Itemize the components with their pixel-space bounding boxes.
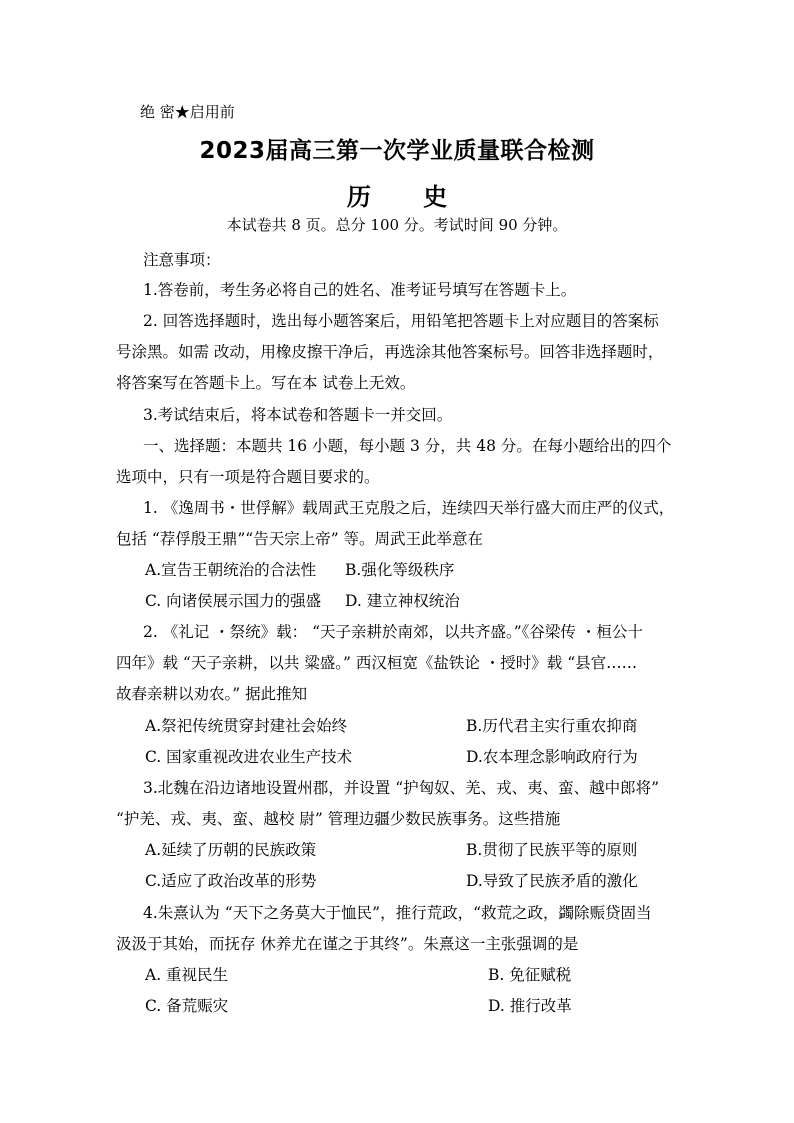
question-2-line-1: 2. 《礼记 ・祭统》载： “天子亲耕於南郊，以共齐盛。”《谷梁传 ・桓公十: [143, 623, 643, 641]
exam-meta: 本试卷共 8 页。总分 100 分。考试时间 90 分钟。: [226, 216, 568, 234]
question-3-option-a: A.延续了历朝的民族政策: [145, 841, 317, 859]
subject-title: 历 史: [346, 183, 470, 211]
question-3-line-1: 3.北魏在沿边诸地设置州郡，并设置 “护匈奴、羌、戎、夷、蛮、越中郎将”: [143, 779, 660, 797]
exam-title: 2023届高三第一次学业质量联合检测: [199, 138, 595, 164]
question-2-option-a: A.祭祀传统贯穿封建社会始终: [145, 717, 348, 735]
section-instructions-line-2: 选项中，只有一项是符合题目要求的。: [116, 468, 380, 486]
notice-item-1: 1.答卷前，考生务必将自己的姓名、准考证号填写在答题卡上。: [143, 281, 577, 299]
question-2-option-c: C. 国家重视改进农业生产技术: [145, 748, 353, 766]
question-3-line-2: “护羌、戎、夷、蛮、越校 尉” 管理边疆少数民族事务。这些措施: [116, 810, 561, 828]
question-2-line-2: 四年》载 “天子亲耕，以共 粱盛。” 西汉桓宽《盐铁论 ・授时》载 “县官……: [116, 654, 638, 672]
question-4-line-2: 汲汲于其始，而抚存 休养尤在谨之于其终”。朱熹这一主张强调的是: [116, 935, 579, 953]
question-1-option-d: D. 建立神权统治: [345, 592, 460, 610]
notice-item-3: 3.考试结束后，将本试卷和答题卡一并交回。: [143, 406, 453, 424]
question-4-option-d: D. 推行改革: [488, 997, 572, 1015]
question-4-line-1: 4.朱熹认为 “天下之务莫大于恤民”，推行荒政，“救荒之政，蠲除赈贷固当: [143, 904, 652, 922]
confidential-label: 绝 密★启用前: [140, 103, 235, 121]
notice-heading: 注意事项：: [143, 251, 221, 269]
question-4-option-c: C. 备荒赈灾: [145, 997, 229, 1015]
question-1-option-b: B.强化等级秩序: [345, 561, 455, 579]
notice-item-2-line-2: 号涂黑。如需 改动，用橡皮擦干净后，再选涂其他答案标号。回答非选择题时，: [116, 343, 664, 361]
notice-item-2-line-1: 2. 回答选择题时，选出每小题答案后，用铅笔把答题卡上对应题目的答案标: [143, 312, 659, 330]
question-4-option-a: A. 重视民生: [145, 966, 229, 984]
question-1-option-a: A.宣告王朝统治的合法性: [145, 561, 317, 579]
question-4-option-b: B. 免征赋税: [488, 966, 572, 984]
question-3-option-c: C.适应了政治改革的形势: [145, 872, 317, 890]
notice-item-2-line-3: 将答案写在答题卡上。写在本 试卷上无效。: [116, 374, 416, 392]
question-2-option-d: D.农本理念影响政府行为: [466, 748, 638, 766]
question-1-option-c: C. 向诸侯展示国力的强盛: [145, 592, 322, 610]
question-2-line-3: 故春亲耕以劝农。” 据此推知: [116, 685, 308, 703]
question-2-option-b: B.历代君主实行重农抑商: [466, 717, 638, 735]
question-1-line-2: 包括 “荐俘殷王鼎”“告天宗上帝” 等。周武王此举意在: [116, 530, 484, 548]
section-instructions-line-1: 一、选择题：本题共 16 小题，每小题 3 分，共 48 分。在每小题给出的四个: [143, 437, 672, 455]
question-3-option-d: D.导致了民族矛盾的激化: [466, 872, 638, 890]
question-3-option-b: B.贯彻了民族平等的原则: [466, 841, 638, 859]
question-1-line-1: 1. 《逸周书・世俘解》载周武王克殷之后，连续四天举行盛大而庄严的仪式，: [143, 499, 675, 517]
